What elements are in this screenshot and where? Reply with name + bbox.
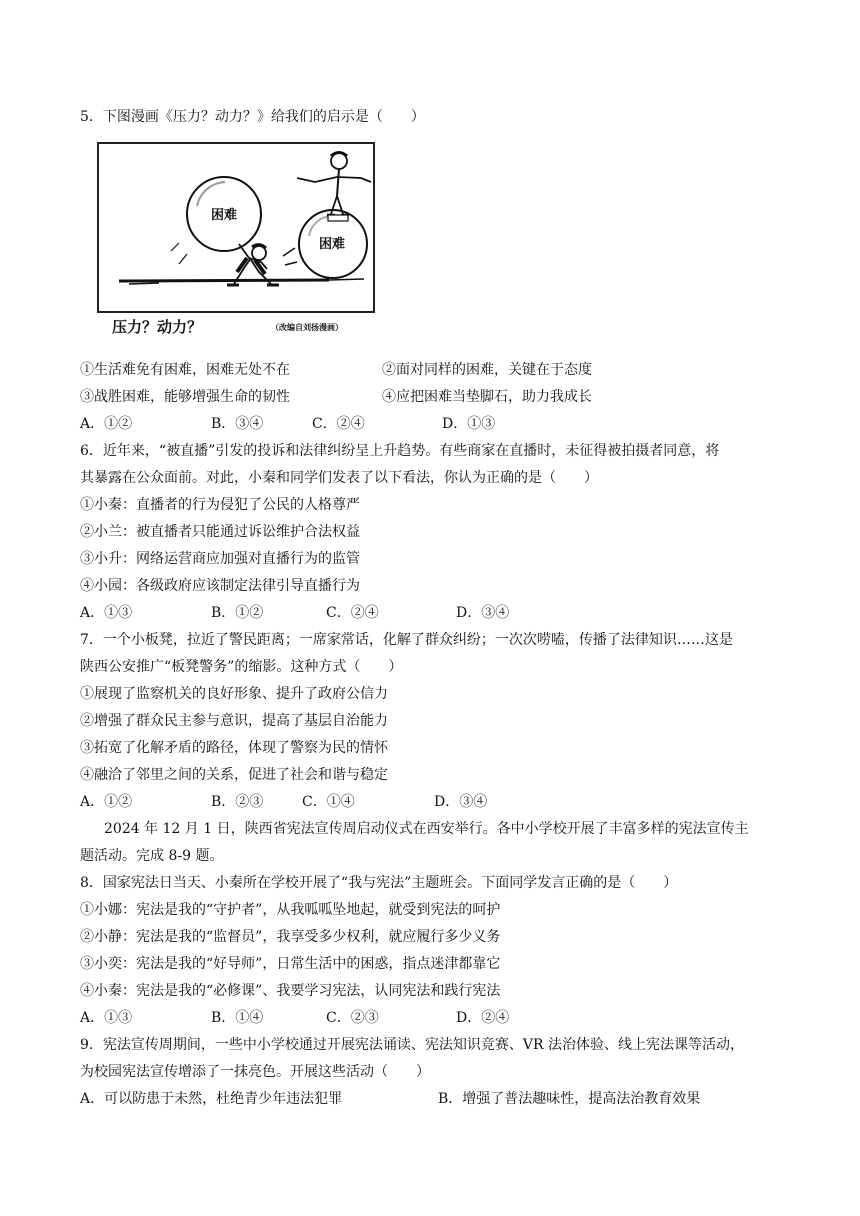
q7-stem: 陕西公安推广“板凳警务”的缩影。这种方式（ ） xyxy=(80,659,403,675)
q9-choice[interactable]: A．可以防患于未然，杜绝青少年违法犯罪 xyxy=(80,1091,343,1107)
q6-choice[interactable]: D．③④ xyxy=(456,605,510,621)
q7-choice[interactable]: D．③④ xyxy=(434,794,488,810)
q8-stem: 8．国家宪法日当天、小秦所在学校开展了“我与宪法”主题班会。下面同学发言正确的是（ ） xyxy=(80,875,678,891)
q7-choice[interactable]: C．①④ xyxy=(302,794,355,810)
q5-stem: 5．下图漫画《压力？动力？》给我们的启示是（ ） xyxy=(80,109,425,125)
q5-option: ①生活难免有困难，困难无处不在 xyxy=(80,362,290,378)
material-text: 2024 年 12 月 1 日，陕西省宪法宣传周启动仪式在西安举行。各中小学校开展了丰富多样的宪法宣传主 xyxy=(104,821,749,837)
q5-choice[interactable]: A．①② xyxy=(80,416,133,432)
q6-stem: 其暴露在公众面前。对此，小秦和同学们发表了以下看法，你认为正确的是（ ） xyxy=(80,470,598,486)
q7-stem: 7．一个小板凳，拉近了警民距离；一席家常话，化解了群众纠纷；一次次唠嗑，传播了法律知识……这是 xyxy=(80,632,733,648)
q8-option: ④小秦：宪法是我的“必修课”、我要学习宪法，认同宪法和践行宪法 xyxy=(80,983,501,999)
q7-option: ④融洽了邻里之间的关系，促进了社会和谐与稳定 xyxy=(80,767,388,783)
q6-choice[interactable]: C．②④ xyxy=(326,605,379,621)
ball-right-label: 困难 xyxy=(319,237,346,252)
q9-stem: 为校园宪法宣传增添了一抹亮色。开展这些活动（ ） xyxy=(80,1064,430,1080)
q8-choice[interactable]: C．②③ xyxy=(326,1010,379,1026)
q8-option: ①小娜：宪法是我的“守护者”，从我呱呱坠地起，就受到宪法的呵护 xyxy=(80,902,501,918)
cartoon-caption: 压力？动力？ xyxy=(112,318,203,336)
q7-option: ①展现了监察机关的良好形象、提升了政府公信力 xyxy=(80,686,388,702)
pressure-cartoon xyxy=(97,142,375,313)
q5-option: ②面对同样的困难，关键在于态度 xyxy=(382,362,592,378)
q7-choice[interactable]: B．②③ xyxy=(211,794,264,810)
q5-option: ④应把困难当垫脚石，助力我成长 xyxy=(382,389,592,405)
q6-option: ③小升：网络运营商应加强对直播行为的监管 xyxy=(80,551,360,567)
q9-choice[interactable]: B．增强了普法趣味性，提高法治教育效果 xyxy=(438,1091,701,1107)
q9-stem: 9．宪法宣传周期间，一些中小学校通过开展宪法诵读、宪法知识竞赛、VR 法治体验、线上宪法课等活动， xyxy=(80,1037,745,1053)
q6-option: ④小园：各级政府应该制定法律引导直播行为 xyxy=(80,578,360,594)
q7-choice[interactable]: A．①② xyxy=(80,794,133,810)
q8-option: ②小静：宪法是我的“监督员”，我享受多少权利，就应履行多少义务 xyxy=(80,929,501,945)
q6-choice[interactable]: A．①③ xyxy=(80,605,133,621)
material-text: 题活动。完成 8-9 题。 xyxy=(80,848,224,864)
cartoon-credit: （改编自刘扬漫画） xyxy=(271,323,343,332)
ball-left-label: 困难 xyxy=(211,208,238,223)
q8-choice[interactable]: D．②④ xyxy=(456,1010,510,1026)
q6-option: ②小兰：被直播者只能通过诉讼维护合法权益 xyxy=(80,524,360,540)
q8-choice[interactable]: B．①④ xyxy=(211,1010,264,1026)
q5-option: ③战胜困难，能够增强生命的韧性 xyxy=(80,389,290,405)
q7-option: ③拓宽了化解矛盾的路径，体现了警察为民的情怀 xyxy=(80,740,388,756)
q6-option: ①小秦：直播者的行为侵犯了公民的人格尊严 xyxy=(80,497,360,513)
q6-stem: 6．近年来，“被直播”引发的投诉和法律纠纷呈上升趋势。有些商家在直播时，未征得被拍摄者同意，将 xyxy=(80,443,720,459)
q8-choice[interactable]: A．①③ xyxy=(80,1010,133,1026)
q6-choice[interactable]: B．①② xyxy=(211,605,264,621)
q5-choice[interactable]: C．②④ xyxy=(312,416,365,432)
q7-option: ②增强了群众民主参与意识，提高了基层自治能力 xyxy=(80,713,388,729)
q5-choice[interactable]: D．①③ xyxy=(442,416,496,432)
q8-option: ③小奕：宪法是我的“好导师”，日常生活中的困惑，指点迷津都靠它 xyxy=(80,956,501,972)
q5-choice[interactable]: B．③④ xyxy=(211,416,264,432)
